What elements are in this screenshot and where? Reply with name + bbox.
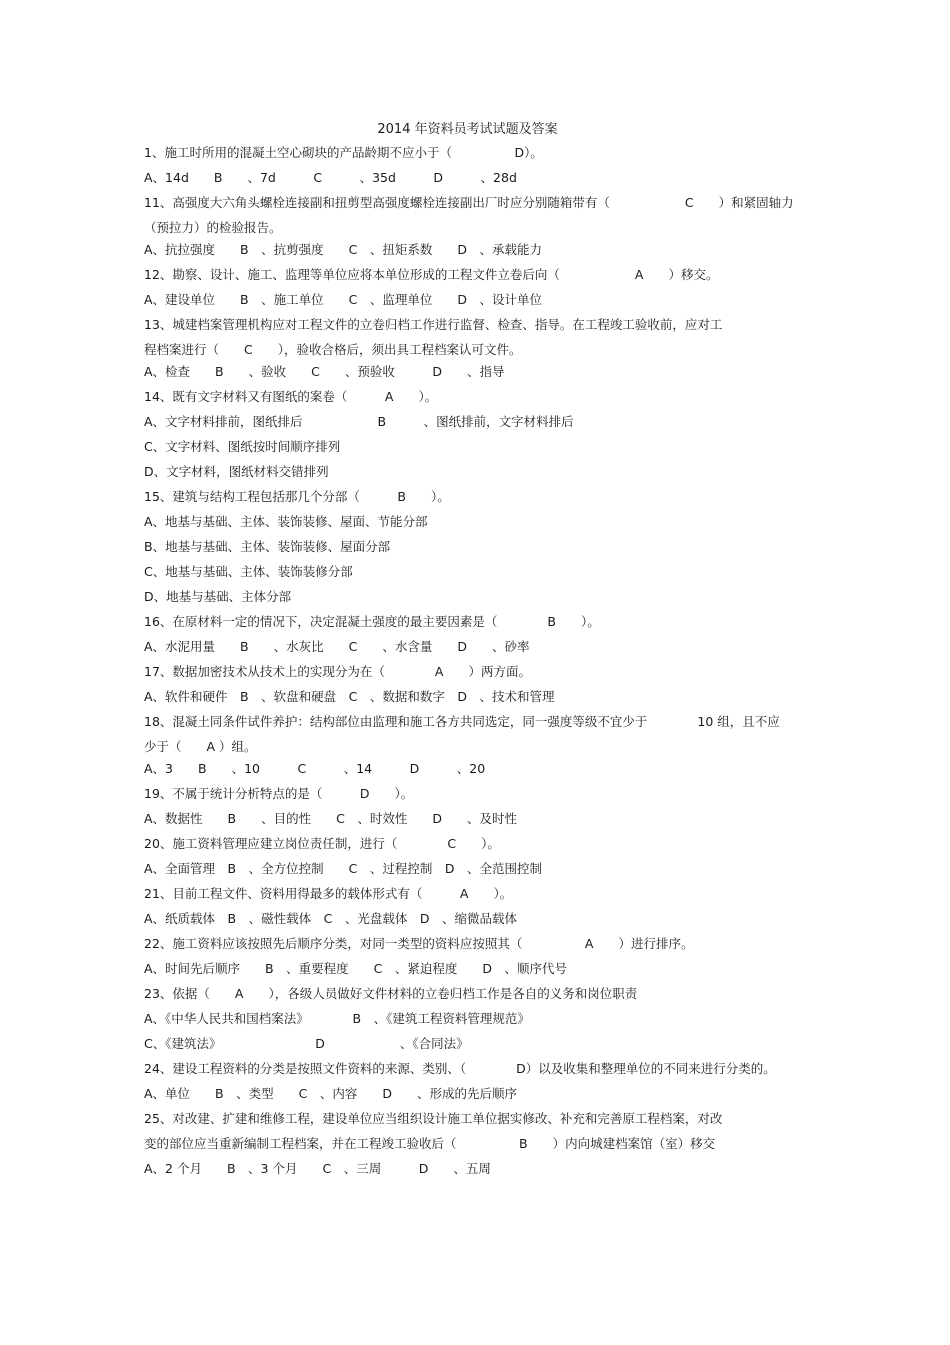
text-line: A、水泥用量 B 、水灰比 C 、水含量 D 、砂率: [144, 639, 530, 654]
text-line: A、时间先后顺序 B 、重要程度 C 、紧迫程度 D 、顺序代号: [144, 961, 567, 976]
text-line: 少于（ A ）组。: [144, 739, 257, 754]
text-line: A、文字材料排前，图纸排后 B 、图纸排前，文字材料排后: [144, 414, 574, 429]
text-line: 25、对改建、扩建和维修工程，建设单位应当组织设计施工单位据实修改、补充和完善原工程档案，对改: [144, 1111, 723, 1126]
text-line: C、《建筑法》 D 、《合同法》: [144, 1036, 469, 1051]
text-line: 16、在原材料一定的情况下，决定混凝土强度的最主要因素是（ B ）。: [144, 614, 600, 629]
text-line: 12、勘察、设计、施工、监理等单位应将本单位形成的工程文件立卷后向（ A ）移交。: [144, 267, 719, 282]
text-line: 21、目前工程文件、资料用得最多的载体形式有（ A ）。: [144, 886, 513, 901]
text-line: 23、依据（ A ），各级人员做好文件材料的立卷归档工作是各自的义务和岗位职责: [144, 986, 638, 1001]
text-line: D、文字材料，图纸材料交错排列: [144, 464, 329, 479]
text-line: A、地基与基础、主体、装饰装修、屋面、节能分部: [144, 514, 428, 529]
text-line: A、数据性 B 、目的性 C 、时效性 D 、及时性: [144, 811, 517, 826]
text-line: 17、数据加密技术从技术上的实现分为在（ A ）两方面。: [144, 664, 531, 679]
text-line: 15、建筑与结构工程包括那几个分部（ B ）。: [144, 489, 450, 504]
text-line: D、地基与基础、主体分部: [144, 589, 292, 604]
text-line: 程档案进行（ C ），验收合格后，须出具工程档案认可文件。: [144, 342, 522, 357]
text-line: 22、施工资料应该按照先后顺序分类，对同一类型的资料应按照其（ A ）进行排序。: [144, 936, 694, 951]
text-line: C、地基与基础、主体、装饰装修分部: [144, 564, 353, 579]
text-line: A、2 个月 B 、3 个月 C 、三周 D 、五周: [144, 1161, 491, 1176]
text-line: 20、施工资料管理应建立岗位责任制，进行（ C ）。: [144, 836, 500, 851]
text-line: A、抗拉强度 B 、抗剪强度 C 、扭矩系数 D 、承载能力: [144, 242, 542, 257]
text-line: A、14d B 、7d C 、35d D 、28d: [144, 170, 517, 185]
document-body: [144, 143, 824, 1181]
text-line: （预拉力）的检验报告。: [144, 220, 282, 235]
text-line: A、单位 B 、类型 C 、内容 D 、形成的先后顺序: [144, 1086, 517, 1101]
text-line: 24、建设工程资料的分类是按照文件资料的来源、类别、（ D）以及收集和整理单位的不同来进行分类的。: [144, 1061, 776, 1076]
text-line: 14、既有文字材料又有图纸的案卷（ A ）。: [144, 389, 438, 404]
text-line: A、建设单位 B 、施工单位 C 、监理单位 D 、设计单位: [144, 292, 542, 307]
text-line: B、地基与基础、主体、装饰装修、屋面分部: [144, 539, 391, 554]
text-line: A、全面管理 B 、全方位控制 C 、过程控制 D 、全范围控制: [144, 861, 542, 876]
text-line: 13、城建档案管理机构应对工程文件的立卷归档工作进行监督、检查、指导。在工程竣工验收前，应对工: [144, 317, 723, 332]
text-line: A、《中华人民共和国档案法》 B 、《建筑工程资料管理规范》: [144, 1011, 530, 1026]
text-line: 19、不属于统计分析特点的是（ D ）。: [144, 786, 414, 801]
document-title: 2014 年资料员考试试题及答案: [377, 122, 558, 137]
text-line: A、3 B 、10 C 、14 D 、20: [144, 761, 486, 776]
text-line: C、文字材料、图纸按时间顺序排列: [144, 439, 341, 454]
text-line: A、检查 B 、验收 C 、预验收 D 、指导: [144, 364, 505, 379]
text-line: 1、施工时所用的混凝土空心砌块的产品龄期不应小于（ D）。: [144, 145, 543, 160]
text-line: 11、高强度大六角头螺栓连接副和扭剪型高强度螺栓连接副出厂时应分别随箱带有（ C ）和紧固轴力: [144, 195, 794, 210]
text-line: 18、混凝土同条件试件养护：结构部位由监理和施工各方共同选定，同一强度等级不宜少于 10 组，且不应: [144, 714, 780, 729]
text-line: 变的部位应当重新编制工程档案，并在工程竣工验收后（ B ）内向城建档案馆（室）移交: [144, 1136, 716, 1151]
text-line: A、纸质载体 B 、磁性载体 C 、光盘载体 D 、缩微品载体: [144, 911, 517, 926]
text-line: A、软件和硬件 B 、软盘和硬盘 C 、数据和数字 D 、技术和管理: [144, 689, 555, 704]
